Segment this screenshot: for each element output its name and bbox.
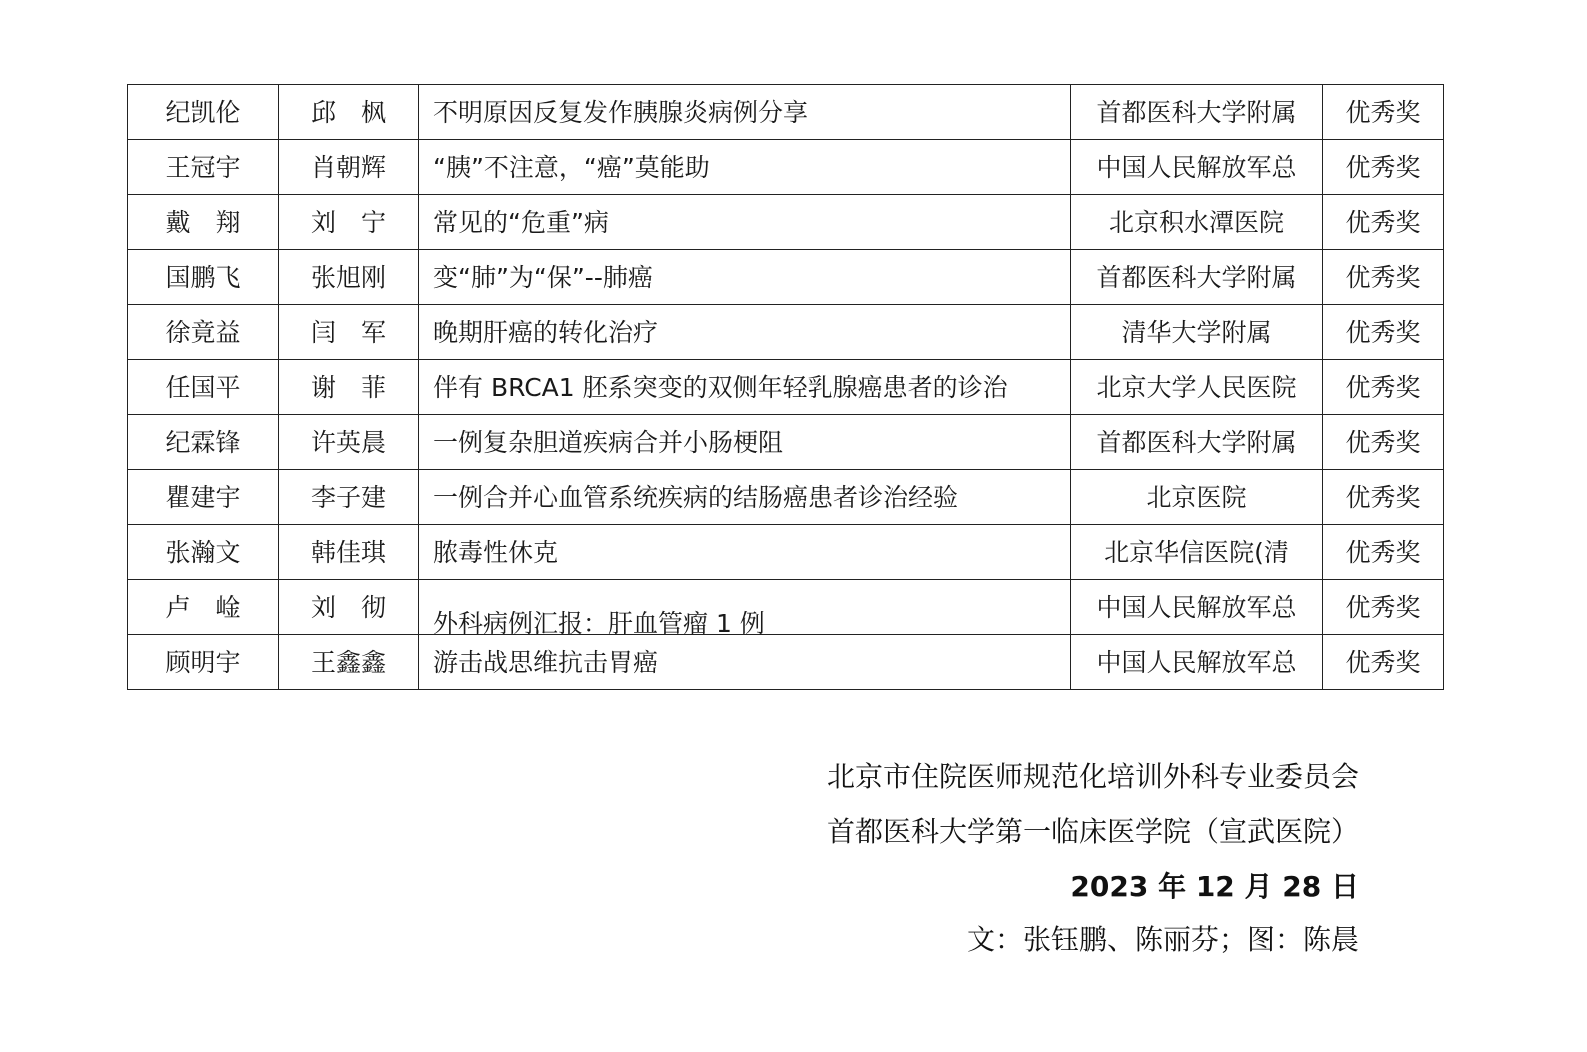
- hospital-cell: 北京华信医院(清: [1071, 525, 1323, 580]
- award-cell: 优秀奖: [1323, 250, 1444, 305]
- hospital-cell: 首都医科大学附属: [1071, 85, 1323, 140]
- award-cell: 优秀奖: [1323, 140, 1444, 195]
- publish-date: 2023 年 12 月 28 日: [1070, 870, 1359, 903]
- table-row: [128, 140, 1444, 195]
- table-row: [128, 250, 1444, 305]
- hospital-cell: 北京积水潭医院: [1071, 195, 1323, 250]
- teacher-name-cell: 谢 菲: [279, 360, 419, 415]
- hospital-cell: 首都医科大学附属: [1071, 415, 1323, 470]
- topic-cell: [419, 580, 1071, 635]
- student-name-cell: 张瀚文: [128, 525, 279, 580]
- hospital-cell: 中国人民解放军总: [1071, 580, 1323, 635]
- table-row: [128, 360, 1444, 415]
- student-name-cell: 任国平: [128, 360, 279, 415]
- hospital-cell: 中国人民解放军总: [1071, 635, 1323, 690]
- table-row: [128, 525, 1444, 580]
- award-cell: 优秀奖: [1323, 580, 1444, 635]
- award-cell: 优秀奖: [1323, 525, 1444, 580]
- topic-cell: 一例复杂胆道疾病合并小肠梗阻: [419, 415, 1071, 470]
- topic-cell: 不明原因反复发作胰腺炎病例分享: [419, 85, 1071, 140]
- co-organizer-line: 首都医科大学第一临床医学院（宣武医院）: [826, 815, 1359, 848]
- hospital-cell: 中国人民解放军总: [1071, 140, 1323, 195]
- teacher-name-cell: 邱 枫: [279, 85, 419, 140]
- hospital-cell: 北京大学人民医院: [1071, 360, 1323, 415]
- teacher-name-cell: 许英晨: [279, 415, 419, 470]
- student-name-cell: 纪霖锋: [128, 415, 279, 470]
- table-row: [128, 415, 1444, 470]
- student-name-cell: 纪凯伦: [128, 85, 279, 140]
- award-cell: 优秀奖: [1323, 470, 1444, 525]
- student-name-cell: 王冠宇: [128, 140, 279, 195]
- topic-cell: 晚期肝癌的转化治疗: [419, 305, 1071, 360]
- teacher-name-cell: 刘 宁: [279, 195, 419, 250]
- teacher-name-cell: 张旭刚: [279, 250, 419, 305]
- table-row: [128, 580, 1444, 635]
- student-name-cell: 卢 崯: [128, 580, 279, 635]
- topic-cell: 脓毒性休克: [419, 525, 1071, 580]
- award-cell: 优秀奖: [1323, 635, 1444, 690]
- table-row: [128, 195, 1444, 250]
- award-cell: 优秀奖: [1323, 85, 1444, 140]
- student-name-cell: 徐竟益: [128, 305, 279, 360]
- teacher-name-cell: 闫 军: [279, 305, 419, 360]
- hospital-cell: 北京医院: [1071, 470, 1323, 525]
- student-name-cell: 戴 翔: [128, 195, 279, 250]
- teacher-name-cell: 韩佳琪: [279, 525, 419, 580]
- hospital-cell: 清华大学附属: [1071, 305, 1323, 360]
- student-name-cell: 国鹏飞: [128, 250, 279, 305]
- hospital-cell: 首都医科大学附属: [1071, 250, 1323, 305]
- teacher-name-cell: 李子建: [279, 470, 419, 525]
- organizer-line: 北京市住院医师规范化培训外科专业委员会: [826, 760, 1359, 793]
- topic-cell: 一例合并心血管系统疾病的结肠癌患者诊治经验: [419, 470, 1071, 525]
- author-credit: 文：张钰鹏、陈丽芬；图：陈晨: [966, 923, 1359, 956]
- award-list-table: [127, 84, 1444, 690]
- table-row: [128, 85, 1444, 140]
- topic-cell: 变“肺”为“保”--肺癌: [419, 250, 1071, 305]
- topic-cell: “胰”不注意，“癌”莫能助: [419, 140, 1071, 195]
- topic-text: 外科病例汇报：肝血管瘤 1 例: [433, 608, 765, 635]
- student-name-cell: 顾明宇: [128, 635, 279, 690]
- teacher-name-cell: 刘 彻: [279, 580, 419, 635]
- student-name-cell: 瞿建宇: [128, 470, 279, 525]
- topic-cell: 游击战思维抗击胃癌: [419, 635, 1071, 690]
- table-row: [128, 635, 1444, 690]
- award-cell: 优秀奖: [1323, 305, 1444, 360]
- teacher-name-cell: 肖朝辉: [279, 140, 419, 195]
- award-cell: 优秀奖: [1323, 360, 1444, 415]
- table-row: [128, 470, 1444, 525]
- table-row: [128, 305, 1444, 360]
- topic-cell: 常见的“危重”病: [419, 195, 1071, 250]
- topic-cell: 伴有 BRCA1 胚系突变的双侧年轻乳腺癌患者的诊治: [419, 360, 1071, 415]
- teacher-name-cell: 王鑫鑫: [279, 635, 419, 690]
- award-cell: 优秀奖: [1323, 415, 1444, 470]
- award-cell: 优秀奖: [1323, 195, 1444, 250]
